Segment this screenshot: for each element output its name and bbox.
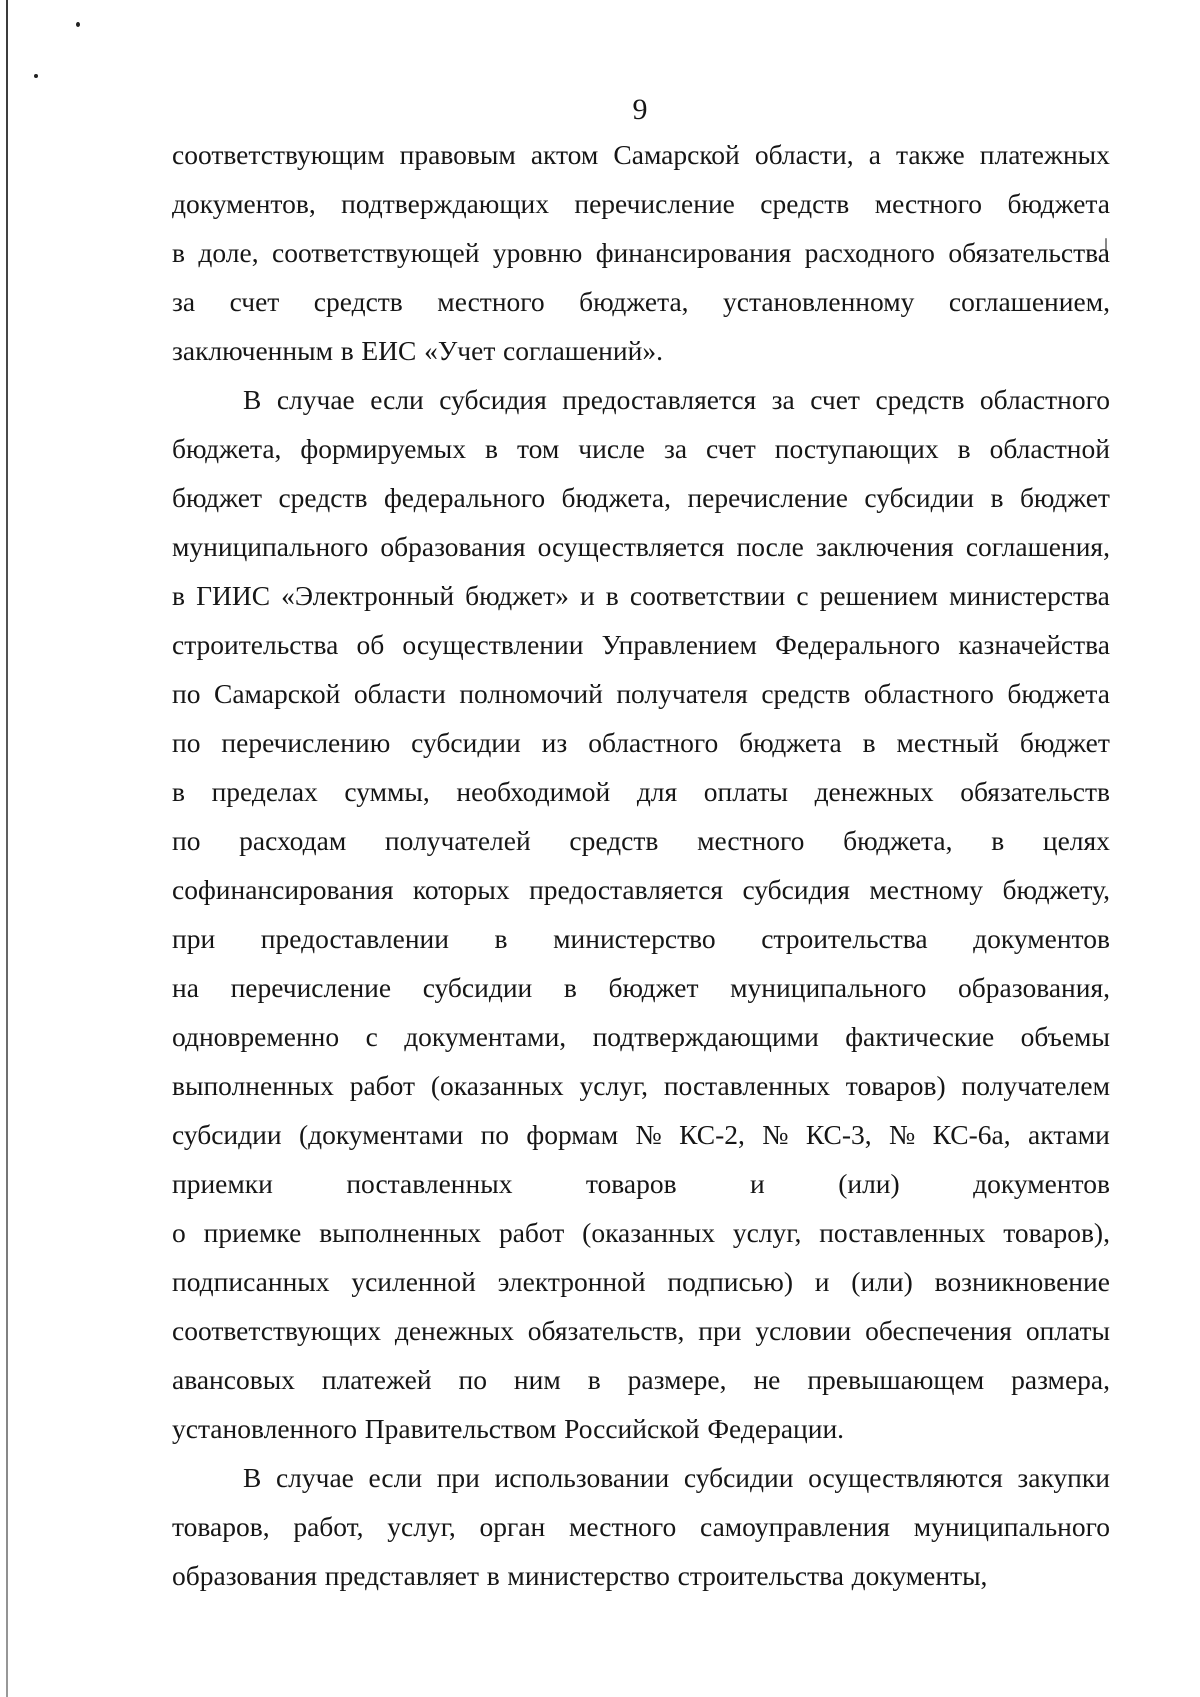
text-line: В случае если при использовании субсидии осуществляются закупки: [243, 1462, 1110, 1493]
paragraph: [172, 130, 1110, 375]
text-line: по расходам получателей средств местного бюджета, в целях: [172, 825, 1110, 856]
text-line: соответствующим правовым актом Самарской области, а также платежных: [172, 139, 1110, 170]
text-line: документов, подтверждающих перечисление средств местного бюджета: [172, 188, 1110, 219]
text-line: строительства об осуществлении Управлением Федерального казначейства: [172, 629, 1110, 660]
text-line: в доле, соответствующей уровню финансирования расходного обязательства: [172, 237, 1110, 268]
text-line: по Самарской области полномочий получателя средств областного бюджета: [172, 678, 1110, 709]
text-line: подписанных усиленной электронной подписью) и (или) возникновение: [172, 1266, 1110, 1297]
text-line: приемки поставленных товаров и (или) документов: [172, 1168, 1110, 1199]
text-line: авансовых платежей по ним в размере, не превышающем размера,: [172, 1364, 1110, 1395]
document-body: [172, 130, 1110, 1600]
text-line: субсидии (документами по формам № КС-2, № КС-3, № КС-6а, актами: [172, 1119, 1110, 1150]
text-line: в ГИИС «Электронный бюджет» и в соответствии с решением министерства: [172, 580, 1110, 611]
scan-speck: [76, 22, 80, 27]
text-line: В случае если субсидия предоставляется за счет средств областного: [243, 384, 1110, 415]
text-line: о приемке выполненных работ (оказанных услуг, поставленных товаров),: [172, 1217, 1110, 1248]
text-line: соответствующих денежных обязательств, при условии обеспечения оплаты: [172, 1315, 1110, 1346]
text-line: на перечисление субсидии в бюджет муниципального образования,: [172, 972, 1110, 1003]
text-line: муниципального образования осуществляется после заключения соглашения,: [172, 531, 1110, 562]
text-line: бюджета, формируемых в том числе за счет поступающих в областной: [172, 433, 1110, 464]
text-line: заключенным в ЕИС «Учет соглашений».: [172, 335, 663, 366]
paragraph: [172, 375, 1110, 1453]
scan-edge: [6, 0, 8, 1697]
text-line: установленного Правительством Российской Федерации.: [172, 1413, 845, 1444]
text-line: образования представляет в министерство строительства документы,: [172, 1560, 988, 1591]
text-line: бюджет средств федерального бюджета, перечисление субсидии в бюджет: [172, 482, 1110, 513]
text-line: при предоставлении в министерство строительства документов: [172, 923, 1110, 954]
text-line: за счет средств местного бюджета, установленному соглашением,: [172, 286, 1110, 317]
page-number: 9: [632, 93, 648, 126]
text-line: по перечислению субсидии из областного бюджета в местный бюджет: [172, 727, 1110, 758]
text-line: одновременно с документами, подтверждающими фактические объемы: [172, 1021, 1110, 1052]
text-line: товаров, работ, услуг, орган местного самоуправления муниципального: [172, 1511, 1110, 1542]
text-line: софинансирования которых предоставляется субсидия местному бюджету,: [172, 874, 1110, 905]
text-line: выполненных работ (оказанных услуг, поставленных товаров) получателем: [172, 1070, 1110, 1101]
text-line: в пределах суммы, необходимой для оплаты денежных обязательств: [172, 776, 1110, 807]
paragraph: [172, 1453, 1110, 1600]
scan-speck: [34, 74, 38, 78]
